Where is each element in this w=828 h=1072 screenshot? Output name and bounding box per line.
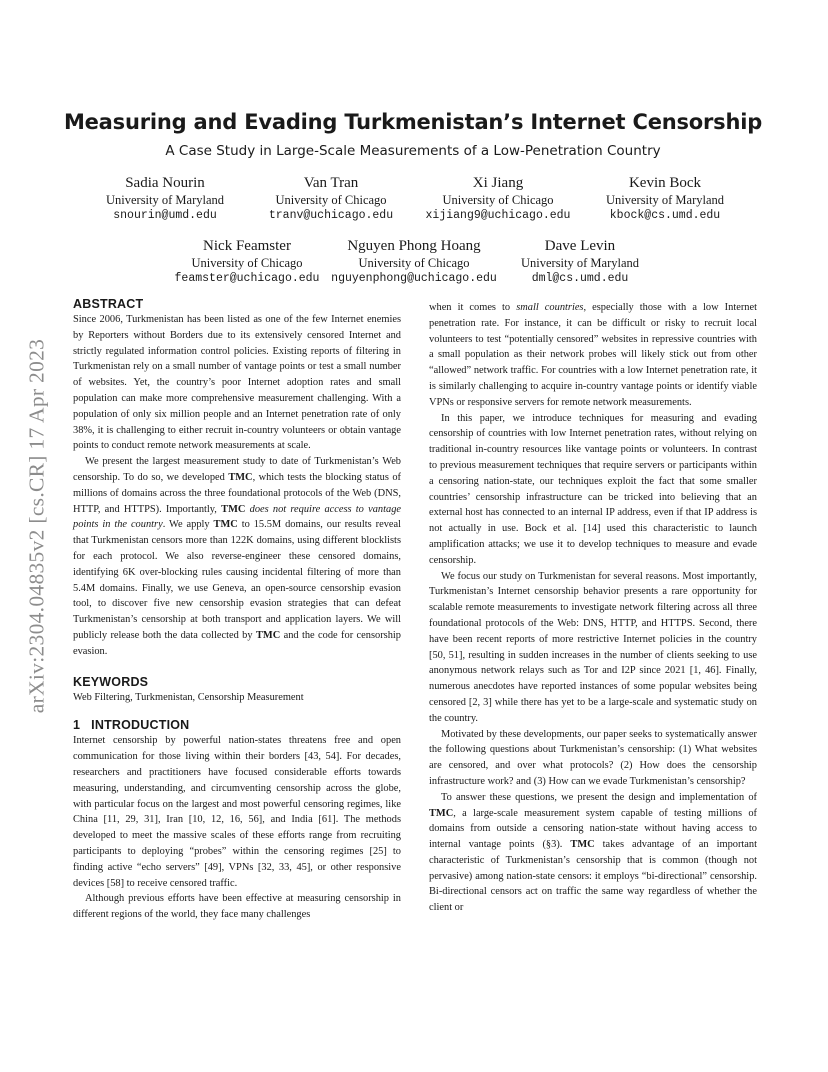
author-affiliation: University of Maryland <box>520 256 640 270</box>
author-email: tranv@uchicago.edu <box>268 209 394 222</box>
right-column <box>429 300 757 916</box>
author-affiliation: University of Chicago <box>358 256 470 270</box>
author-name: Nick Feamster <box>203 238 291 254</box>
arxiv-stamp <box>22 290 52 762</box>
author-affiliation: University of Maryland <box>605 193 725 207</box>
author-name: Nguyen Phong Hoang <box>347 238 481 254</box>
intro-paragraph: Although previous efforts have been effective at measuring censorship in different regions of the world, they face many challenges <box>73 893 401 921</box>
body-paragraph: Motivated by these developments, our paper seeks to systematically answer the following questions about Turkmenistan’s censorship: (1) What websites are censored, and over what protocols? (2) How does the censorship infrastructure work? and (3) How can we evade Turkmenistan’s censorship? <box>429 728 757 787</box>
tmc-name: TMC <box>221 503 246 515</box>
author-affiliation: University of Chicago <box>191 256 303 270</box>
author-name: Xi Jiang <box>472 175 524 191</box>
author-block <box>475 237 685 287</box>
body-paragraph: We focus our study on Turkmenistan for several reasons. Most importantly, Turkmenistan’s Internet censorship behavior presents a rare opportunity for scalable remote measurements to investigate network filtering across all three foundational protocols of the Web: DNS, HTTP, and HTTPS. Second, there have been recent reports of more restrictive Internet policies in the country [50, 51], resulting in sudden increases in the number of clients seeking to use anonymous network relays such as Tor and I2P since 2021 [1, 46]. Finally, numerous anecdotes have reported instances of some popular websites being censored [2, 3] while there has yet to be a large-scale and systematic study on the country. <box>429 570 757 724</box>
author-email: nguyenphong@uchicago.edu <box>331 272 497 285</box>
paper-subtitle: A Case Study in Large-Scale Measurements of a Low-Penetration Country <box>165 143 661 159</box>
intro-heading: 1 INTRODUCTION <box>73 718 190 733</box>
author-affiliation: University of Maryland <box>105 193 225 207</box>
keywords-heading: KEYWORDS <box>73 674 149 689</box>
author-name: Van Tran <box>303 175 359 191</box>
keywords-text: Web Filtering, Turkmenistan, Censorship Measurement <box>73 691 304 703</box>
tmc-name: TMC <box>213 519 238 531</box>
abstract-paragraph: Since 2006, Turkmenistan has been listed as one of the few Internet enemies by Reporters without Borders due to its extensively censored Internet and strictly regulated information control policies. Existing reports of filtering in Turkmenistan rely on a small number of vantage points or test a small number of websites. Yet, the country’s poor Internet adoption rates and small population can make more comprehensive measurement challenging. With a population of only six million people and an Internet penetration rate of only 38%, it is challenging to either recruit in-country volunteers or obtain vantage points to conduct remote network measurements at scale. <box>73 314 401 452</box>
author-name: Sadia Nourin <box>125 175 205 191</box>
author-name: Dave Levin <box>544 238 616 254</box>
author-email: kbock@cs.umd.edu <box>609 209 721 222</box>
body-paragraph: In this paper, we introduce techniques for measuring and evading censorship of countries with low Internet penetration rates, without relying on traditional in-country resources like vantage points or volunteers. In contrast to previous measurement techniques that require servers or participants within a censoring nation-state, our techniques exploit the fact that some smaller countries’ censorship infrastructure can be tricked into believing that an external host has connected to an internal IP address, even if that IP address is not actually in use. Bock et al. [14] used this characteristic to launch amplification attacks; we use it to develop techniques to measure and evade censorship. <box>429 412 757 566</box>
author-email: dml@cs.umd.edu <box>531 272 629 285</box>
author-name: Kevin Bock <box>628 175 702 191</box>
author-email: xijiang9@uchicago.edu <box>425 209 571 222</box>
tmc-name: TMC <box>228 471 253 483</box>
abstract-heading: ABSTRACT <box>73 297 144 311</box>
left-column <box>73 296 401 923</box>
paper-title: Measuring and Evading Turkmenistan’s Internet Censorship <box>63 110 763 134</box>
arxiv-stamp-text: arXiv:2304.04835v2 [cs.CR] 17 Apr 2023 <box>24 338 49 714</box>
tmc-name: TMC <box>429 807 454 819</box>
author-email: snourin@umd.edu <box>113 209 217 222</box>
tmc-name: TMC <box>570 839 595 851</box>
author-email: feamster@uchicago.edu <box>174 272 320 285</box>
tmc-name: TMC <box>255 629 281 641</box>
body-paragraph: To answer these questions, we present the design and implementation of TMC, a large-scale measurement system capable of testing millions of domains from outside a censoring nation-state without having access to internal vantage points (§3). TMC takes advantage of an important characteristic of Turkmenistan’s censorship that is common (though not pervasive) among nation-state censors: it employs “bi-directional” censorship. Bi-directional censors act on traffic the same way regardless of whether the client or <box>429 791 757 914</box>
author-affiliation: University of Chicago <box>275 193 387 207</box>
author-block <box>560 174 770 224</box>
intro-paragraph: Internet censorship by powerful nation-states threatens free and open communication for those living within their borders [43, 54]. For decades, researchers and practitioners have focused considerable efforts towards measuring, understanding, and circumventing censorship across the globe, with particular focus on the largest and most powerful censoring regimes, like China [11, 29, 31], Iran [10, 12, 16, 56], and India [61]. The methods developed to meet the massive scales of these efforts range from recruiting participants to deploying “probes” within the censoring regimes [25] to finding active “echo servers” [49], VPNs [32, 33, 45], or other responsive devices [58] to receive censored traffic. <box>73 735 401 889</box>
abstract-paragraph: We present the largest measurement study to date of Turkmenistan’s Web censorship. To do so, we developed TMC, which tests the blocking status of millions of domains across the three foundational protocols of the Web (DNS, HTTP, and HTTPS). Importantly, TMC does not require access to vantage points in the country. We apply TMC to 15.5M domains, our results reveal that Turkmenistan censors more than 122K domains, using different blocklists for each protocol. We also reverse-engineer these censored domains, identifying 6K over-blocking rules causing incidental filtering of more than 5.4M domains. Finally, we use Geneva, an open-source censorship evasion tool, to discover five new censorship evasion strategies that can defeat Turkmenistan’s censorship at both transport and application layers. We will publicly release both the data collected by TMC and the code for censorship evasion. <box>73 456 401 657</box>
body-paragraph: when it comes to small countries, especially those with a low Internet penetration rate. For instance, it can be difficult or risky to recruit local volunteers to test “potentially censored” websites in repressive countries with a small population as their network probes will likely stick out from other “allowed” network traffic. For countries with a low Internet penetration rate, it is similarly challenging to acquire in-country vantage points or identify viable VPNs or responsive servers for remote network measurements. <box>429 302 757 408</box>
author-affiliation: University of Chicago <box>442 193 554 207</box>
